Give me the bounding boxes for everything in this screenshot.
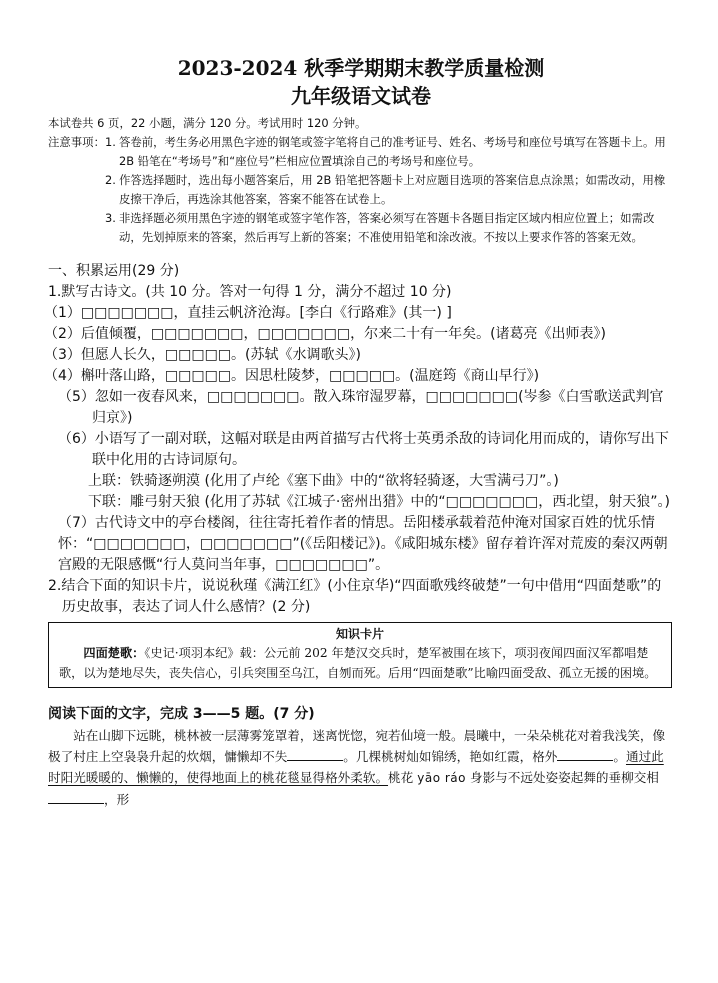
section2-heading: 阅读下面的文字，完成 3——5 题。(7 分)	[48, 706, 315, 722]
note-item	[105, 171, 674, 209]
passage-text: ，形	[104, 792, 130, 807]
passage-text: 。	[613, 749, 626, 764]
q1-item-5: （5）忽如一夜春风来，□□□□□□□。散入珠帘湿罗幕，□□□□□□□(岑参《白雪歌送武判官归京》)	[58, 389, 664, 426]
note-number: 1.	[104, 135, 116, 149]
knowledge-card-title: 知识卡片	[335, 627, 384, 641]
knowledge-card-text: 《史记·项羽本纪》载：公元前 202 年楚汉交兵时，楚军被围在垓下，项羽夜闻四面汉军都唱楚歌，以为楚地尽失，丧失信心，引兵突围至乌江，自刎而死。后用“四面楚歌”比喻四面受敌、孤立无援的困境。	[59, 646, 657, 680]
passage-text: 。几棵桃树灿如锦绣，艳如红霞，格外	[343, 749, 558, 764]
answer-blank[interactable]	[48, 791, 104, 804]
note-text: 作答选择题时，选出每小题答案后，用 2B 铅笔把答题卡上对应题目选项的答案信息点涂黑；如需改动，用橡皮擦干净后，再选涂其他答案，答案不能答在试卷上。	[118, 173, 666, 206]
passage-text: 身影与不远处姿姿起舞的垂柳交相	[465, 770, 659, 785]
q1-item-2: （2）后值倾覆，□□□□□□□，□□□□□□□，尔来二十有一年矣。(诸葛亮《出师表》)	[44, 326, 607, 342]
passage-text: 桃花	[388, 770, 418, 785]
notes-block	[48, 133, 674, 247]
q1-item-1: （1）□□□□□□□，直挂云帆济沧海。[李白《行路难》(其一) ]	[44, 305, 452, 321]
q1-item-4: （4）槲叶落山路，□□□□□。因思杜陵梦，□□□□□。(温庭筠《商山早行》)	[44, 368, 540, 384]
q1-item-3: （3）但愿人长久，□□□□□。(苏轼《水调歌头》)	[44, 347, 361, 363]
underlined-sentence: 通过此时阳光暖暖的、懒懒的，使得地面上的桃花毯显得格外柔软。	[48, 749, 664, 785]
knowledge-card-body	[59, 643, 661, 683]
note-text: 答卷前，考生务必用黑色字迹的钢笔或签字笔将自己的准考证号、姓名、考场号和座位号填写在答题卡上。用 2B 铅笔在“考场号”和“座位号”栏相应位置填涂自己的考场号和座位号。	[118, 135, 666, 168]
notes-list	[105, 133, 674, 247]
answer-blank[interactable]	[557, 748, 613, 761]
knowledge-card	[48, 622, 672, 688]
note-item	[105, 133, 674, 171]
notes-label: 注意事项：	[48, 135, 105, 149]
q2-prompt: 2.结合下面的知识卡片，说说秋瑾《满江红》(小住京华)“四面歌残终破楚”一句中借用“四面楚歌”的历史故事，表达了词人什么感情？(2 分)	[48, 578, 662, 615]
answer-blank[interactable]	[287, 748, 343, 761]
q1-prompt: 1.默写古诗文。(共 10 分。答对一句得 1 分，满分不超过 10 分)	[48, 284, 452, 300]
exam-intro: 本试卷共 6 页，22 小题，满分 120 分。考试用时 120 分钟。	[48, 116, 367, 130]
q1-item-7: （7）古代诗文中的亭台楼阁，往往寄托着作者的情思。岳阳楼承载着范仲淹对国家百姓的忧乐情怀：“□□□□□□□，□□□□□□□”(《岳阳楼记》)。《咸阳城东楼》留存着许浑对荒废的秦汉两朝宫殿的无限感慨“行人莫问当年事，□□□□□□□”。	[58, 515, 668, 573]
note-item	[105, 209, 674, 247]
note-number: 3.	[104, 211, 116, 225]
exam-subtitle: 九年级语文试卷	[291, 84, 431, 108]
couplet-up: 上联：铁骑逐朔漠 (化用了卢纶《塞下曲》中的“欲将轻骑逐，大雪满弓刀”。)	[88, 473, 559, 489]
q1-item-6: （6）小语写了一副对联，这幅对联是由两首描写古代将士英勇杀敌的诗词化用而成的，请你写出下联中化用的古诗词原句。	[58, 431, 669, 468]
couplet-down: 下联：雕弓射天狼 (化用了苏轼《江城子·密州出猎》中的“□□□□□□□，西北望，射天狼”。)	[88, 494, 670, 510]
note-number: 2.	[104, 173, 116, 187]
note-text: 非选择题必须用黑色字迹的钢笔或签字笔作答，答案必须写在答题卡各题目指定区域内相应位置上；如需改动，先划掉原来的答案，然后再写上新的答案；不准使用铅笔和涂改液。不按以上要求作答的答案无效。	[118, 211, 655, 244]
exam-title: 2023-2024 秋季学期期末教学质量检测	[177, 56, 545, 80]
passage-text: 站在山脚下远眺，桃林被一层薄雾笼罩着，迷离恍惚，宛若仙境一般。晨曦中，一朵朵桃花对着我浅笑，像极了村庄上空袅袅升起的炊烟，慵懒却不失	[48, 728, 666, 764]
section1-heading: 一、积累运用(29 分)	[48, 263, 180, 279]
pinyin-annotation: yāo ráo	[417, 771, 466, 785]
knowledge-card-term: 四面楚歌：	[83, 646, 145, 660]
reading-passage	[48, 725, 674, 810]
